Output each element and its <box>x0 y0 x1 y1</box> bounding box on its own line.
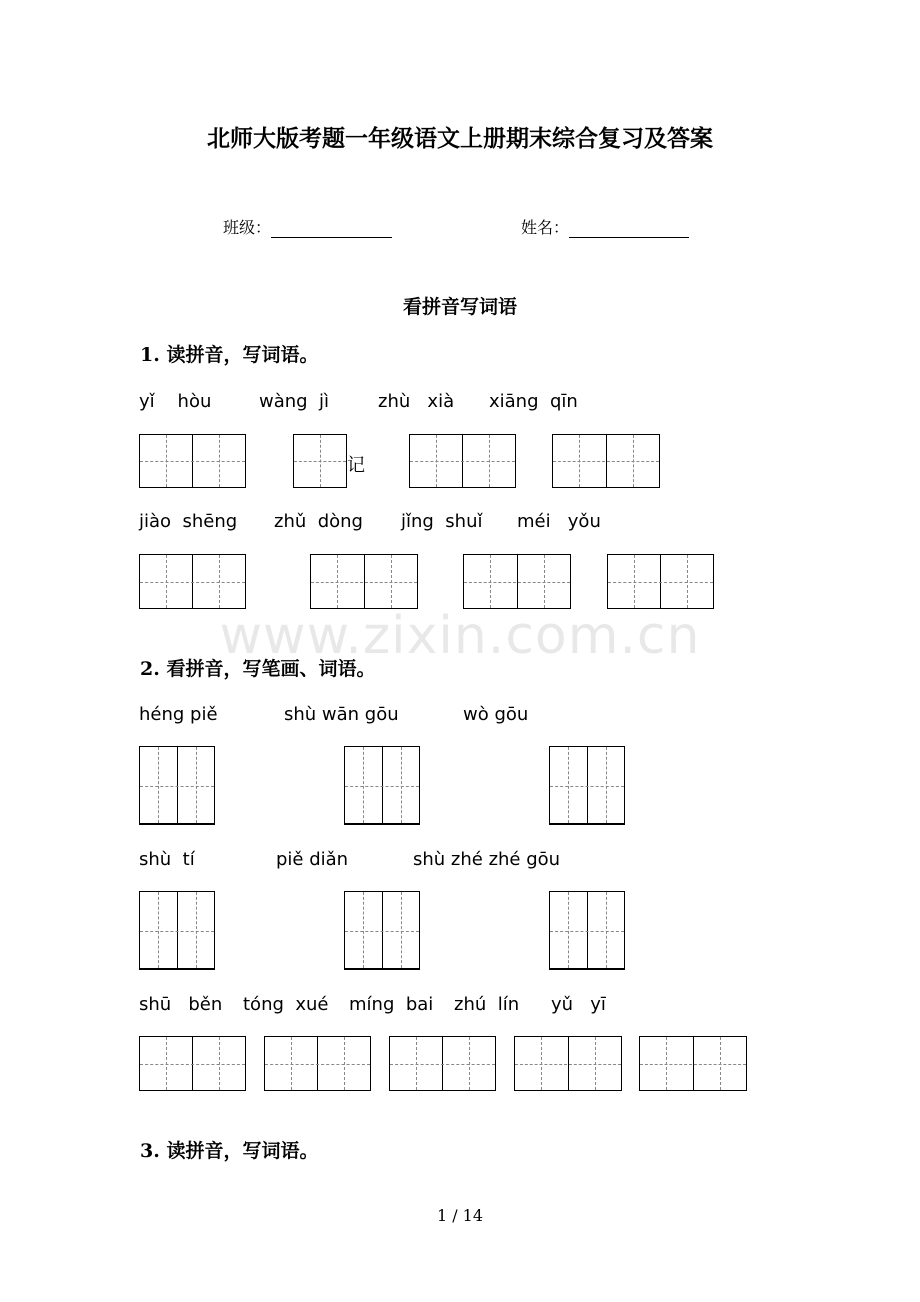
stroke-box[interactable] <box>344 891 420 970</box>
tianzige-box[interactable] <box>607 554 714 609</box>
watermark: www.zixin.com.cn <box>219 606 701 666</box>
tianzige-box[interactable] <box>293 434 347 488</box>
pinyin-label: zhú lín <box>454 994 520 1015</box>
tianzige-box[interactable] <box>552 434 660 488</box>
tianzige-box[interactable] <box>463 554 571 609</box>
class-label: 班级： <box>223 218 272 237</box>
pinyin-label: xiāng qīn <box>489 391 578 412</box>
section-title: 看拼音写词语 <box>402 296 517 318</box>
name-field <box>521 215 689 238</box>
stroke-box[interactable] <box>139 746 215 825</box>
class-blank[interactable] <box>271 219 392 238</box>
name-blank[interactable] <box>569 219 689 238</box>
question-1-heading: 1. 读拼音，写词语。 <box>140 344 319 366</box>
pinyin-label: jiào shēng <box>139 511 238 532</box>
page-title: 北师大版考题一年级语文上册期末综合复习及答案 <box>207 125 713 152</box>
pinyin-label: shù tí <box>139 849 195 870</box>
pinyin-label: míng bai <box>349 994 434 1015</box>
pinyin-label: wàng jì <box>259 391 330 412</box>
stroke-box[interactable] <box>549 891 625 970</box>
tianzige-box[interactable] <box>389 1036 496 1091</box>
question-2-heading: 2. 看拼音，写笔画、词语。 <box>140 658 376 680</box>
tianzige-box[interactable] <box>139 434 246 488</box>
pinyin-label: yǐ hòu <box>139 391 212 412</box>
name-label: 姓名： <box>521 218 570 237</box>
pinyin-label: jǐng shuǐ <box>401 511 483 532</box>
class-field <box>223 215 392 238</box>
pinyin-label: zhù xià <box>378 391 455 412</box>
tianzige-box[interactable] <box>264 1036 371 1091</box>
stroke-box[interactable] <box>549 746 625 825</box>
tianzige-box[interactable] <box>409 434 516 488</box>
pinyin-label: shù wān gōu <box>284 704 399 725</box>
tianzige-box[interactable] <box>139 554 246 609</box>
pinyin-label: shù zhé zhé gōu <box>413 849 561 870</box>
pinyin-label: zhǔ dòng <box>274 511 363 532</box>
tianzige-box[interactable] <box>139 1036 246 1091</box>
page-number: 1 / 14 <box>436 1206 484 1225</box>
given-character: 记 <box>347 455 365 476</box>
stroke-box[interactable] <box>344 746 420 825</box>
question-3-heading: 3. 读拼音，写词语。 <box>140 1140 319 1162</box>
stroke-box[interactable] <box>139 891 215 970</box>
pinyin-label: héng piě <box>139 704 218 725</box>
pinyin-label: shū běn <box>139 994 223 1015</box>
pinyin-label: méi yǒu <box>517 511 601 532</box>
pinyin-label: tóng xué <box>243 994 329 1015</box>
pinyin-label: wò gōu <box>463 704 529 725</box>
tianzige-box[interactable] <box>514 1036 622 1091</box>
pinyin-label: piě diǎn <box>276 849 349 870</box>
tianzige-box[interactable] <box>639 1036 747 1091</box>
pinyin-label: yǔ yī <box>551 994 606 1015</box>
tianzige-box[interactable] <box>310 554 418 609</box>
